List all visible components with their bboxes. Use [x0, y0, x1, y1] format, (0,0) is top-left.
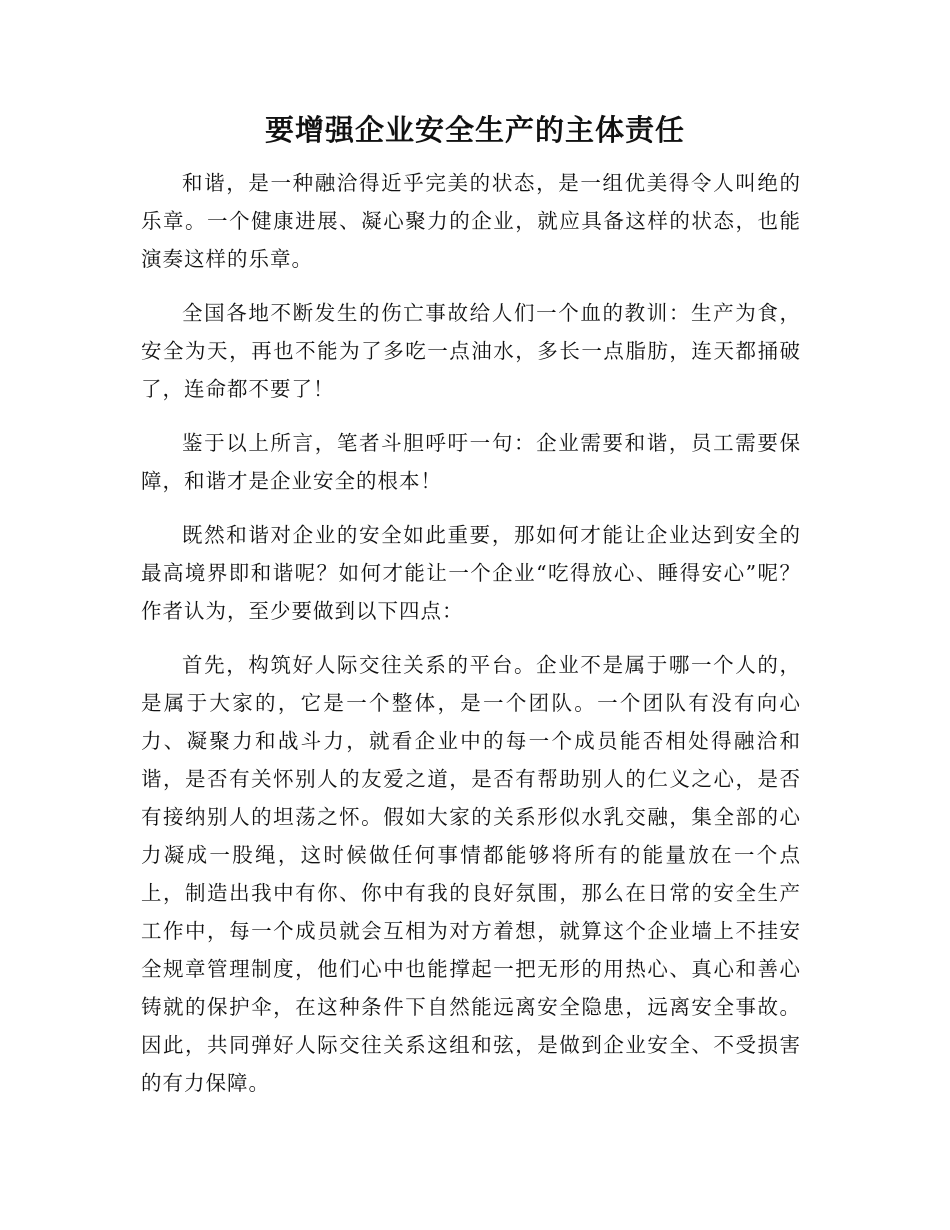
document-title: 要增强企业安全生产的主体责任	[264, 113, 685, 147]
paragraph-3: 鉴于以上所言，笔者斗胆呼吁一句：企业需要和谐，员工需要保障，和谐才是企业安全的根本！	[141, 431, 801, 493]
document-body	[141, 164, 801, 1118]
paragraph-1: 和谐，是一种融洽得近乎完美的状态，是一组优美得令人叫绝的乐章。一个健康进展、凝心聚力的企业，就应具备这样的状态，也能演奏这样的乐章。	[141, 171, 801, 271]
paragraph-5: 首先，构筑好人际交往关系的平台。企业不是属于哪一个人的，是属于大家的，它是一个整体，是一个团队。一个团队有没有向心力、凝聚力和战斗力，就看企业中的每一个成员能否相处得融洽和谐，是否有关怀别人的友爱之道，是否有帮助别人的仁义之心，是否有接纳别人的坦荡之怀。假如大家的关系形似水乳交融，集全部的心力凝成一股绳，这时候做任何事情都能够将所有的能量放在一个点上，制造出我中有你、你中有我的良好氛围，那么在日常的安全生产工作中，每一个成员就会互相为对方着想，就算这个企业墙上不挂安全规章管理制度，他们心中也能撑起一把无形的用热心、真心和善心铸就的保护伞，在这种条件下自然能远离安全隐患，远离安全事故。因此，共同弹好人际交往关系这组和弦，是做到企业安全、不受损害的有力保障。	[141, 653, 801, 1095]
paragraph-2: 全国各地不断发生的伤亡事故给人们一个血的教训：生产为食，安全为天，再也不能为了多吃一点油水，多长一点脂肪，连天都捅破了，连命都不要了！	[141, 301, 801, 401]
paragraph-4: 既然和谐对企业的安全如此重要，那如何才能让企业达到安全的最高境界即和谐呢？如何才能让一个企业“吃得放心、睡得安心”呢？作者认为，至少要做到以下四点：	[141, 523, 801, 623]
